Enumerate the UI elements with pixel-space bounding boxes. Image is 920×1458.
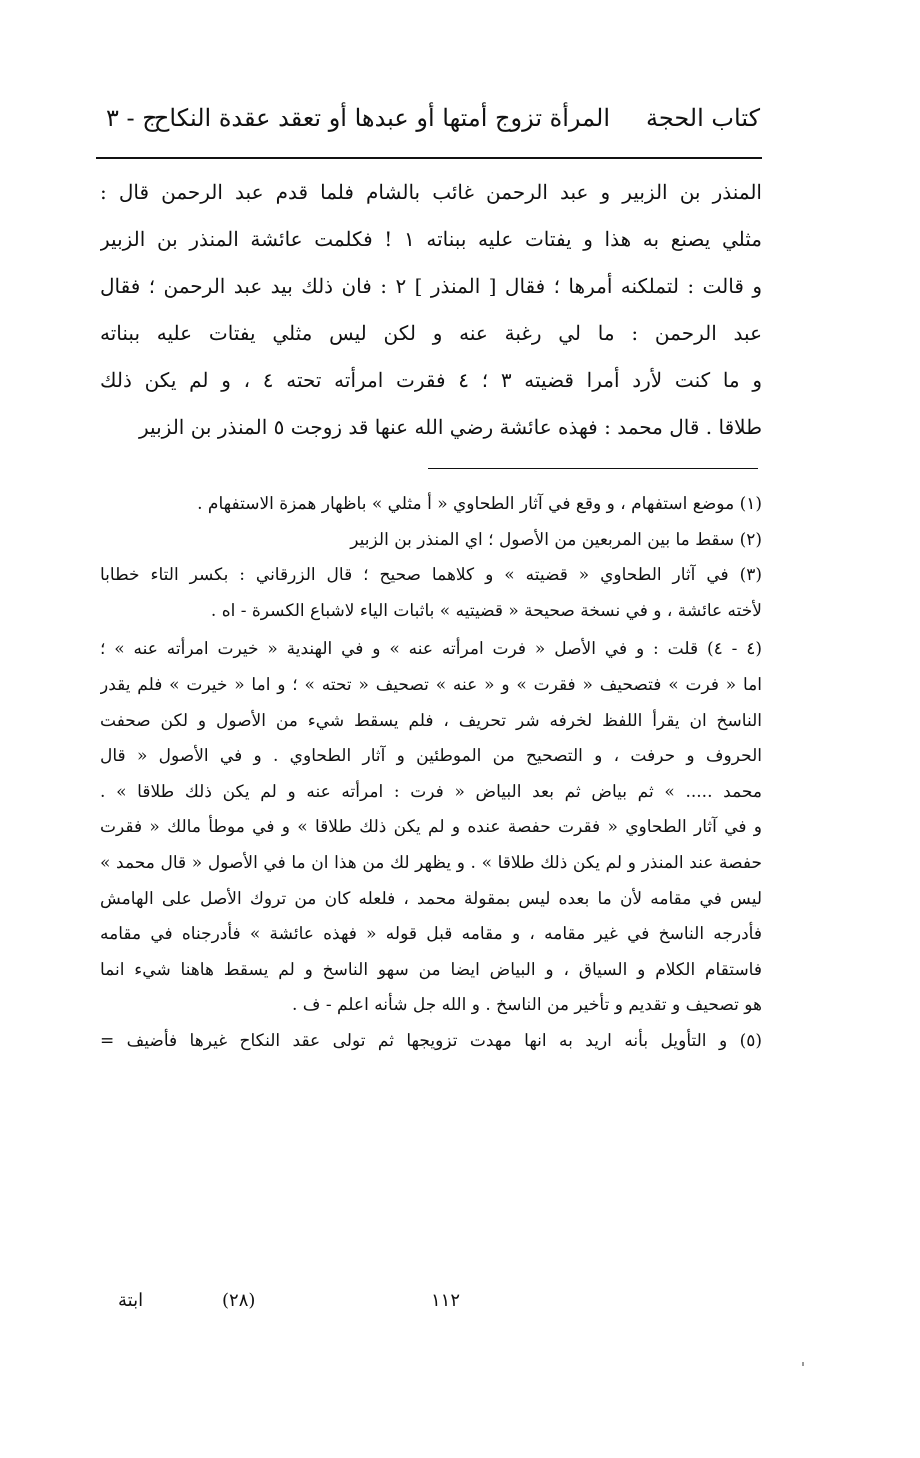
volume-label: ج - ٣ — [106, 104, 158, 132]
main-text — [100, 172, 762, 454]
footnote-4-line: الناسخ ان يقرأ اللفظ لخرفه شر تحريف ، فلم يسقط شيء من الأصول و لكن صحفت — [100, 710, 762, 731]
footnote-4-line: حفصة عند المنذر و لم يكن ذلك طلاقا » . و يظهر لك من هذا ان ما في الأصول « قال محمد » — [100, 852, 762, 873]
footnote-rule — [428, 468, 758, 469]
main-text-line: عبد الرحمن : ما لي رغبة عنه و لكن ليس مثلي يفتات عليه ببناته — [100, 321, 762, 345]
footnote-4-line: الحروف و حرفت ، و التصحيح من الموطئين و آثار الطحاوي . و في الأصول « قال — [100, 746, 762, 767]
footnote-3-line: لأخته عائشة ، و في نسخة صحيحة « قضيتيه » باثبات الياء لاشباع الكسرة - اه . — [210, 600, 762, 621]
footnote-5: (٥) و التأويل بأنه اريد به انها مهدت تزويجها ثم تولى عقد النكاح غيرها فأضيف = — [100, 1030, 762, 1051]
page-number: (٢٨) — [222, 1290, 256, 1311]
main-text-line: و ما كنت لأرد أمرا قضيته ٣ ؛ ٤ فقرت امرأته تحته ٤ ، و لم يكن ذلك — [100, 368, 762, 392]
main-text-line: المنذر بن الزبير و عبد الرحمن غائب بالشام فلما قدم عبد الرحمن قال : — [100, 180, 762, 204]
signature-mark: ابتة — [118, 1290, 144, 1311]
footnote-2: (٢) سقط ما بين المربعين من الأصول ؛ اي المنذر بن الزبير — [350, 529, 762, 550]
scan-speck — [802, 1362, 804, 1366]
book-title: كتاب الحجة — [645, 104, 760, 132]
footnote-4-line: ليس في مقامه لأن ما بعده ليس بمقولة محمد ، فلعله كان من تروك الأصل على الهامش — [100, 888, 762, 909]
footnote-4-line: (٤ - ٤) قلت : و في الأصل « فرت امرأته عنه » و في الهندية « خيرت امرأته عنه » ؛ — [100, 639, 762, 660]
footnote-4-line: فأدرجه الناسخ في غير مقامه ، و مقامه قبل قوله « فهذه عائشة » فأدرجناه في مقامه — [100, 924, 762, 945]
footnote-3-line: (٣) في آثار الطحاوي « قضيته » و كلاهما صحيح ؛ قال الزرقاني : بكسر التاء خطابا — [100, 565, 762, 586]
footnote-4-line: و في آثار الطحاوي « فقرت حفصة عنده و لم يكن ذلك طلاقا » و في موطأ مالك « فقرت — [100, 817, 762, 838]
footnote-1: (١) موضع استفهام ، و وقع في آثار الطحاوي « أ مثلي » باظهار همزة الاستفهام . — [197, 494, 762, 514]
main-text-line: مثلي يصنع به هذا و يفتات عليه ببناته ١ ! فكلمت عائشة المنذر بن الزبير — [100, 227, 762, 251]
running-header — [96, 104, 760, 148]
chapter-title: المرأة تزوج أمتها أو عبدها أو تعقد عقدة النكاح — [153, 104, 610, 132]
footnotes — [100, 488, 762, 1061]
main-text-line: و قالت : لتملكنه أمرها ؛ فقال [ المنذر ] ٢ : فان ذلك بيد عبد الرحمن ؛ فقال — [100, 274, 762, 298]
footnote-4-line: هو تصحيف و تقديم و تأخير من الناسخ . و الله جل شأنه اعلم - ف . — [292, 995, 762, 1016]
main-text-line: طلاقا . قال محمد : فهذه عائشة رضي الله عنها قد زوجت ٥ المنذر بن الزبير — [139, 415, 762, 439]
footnote-4-line: اما « فرت » فتصحيف « فقرت » و « عنه » تصحيف « تحته » ؛ و اما « خيرت » فلم يقدر — [100, 674, 762, 695]
footnote-4-line: محمد ..... » ثم بياض ثم بعد البياض « فرت : امرأته عنه و لم يكن ذلك طلاقا » . — [100, 781, 762, 802]
folio-number: ١١٢ — [430, 1290, 460, 1311]
page-footer — [100, 1290, 760, 1320]
footnote-4-line: فاستقام الكلام و السياق ، و البياض ايضا من سهو الناسخ و لم يسقط هاهنا شيء انما — [100, 959, 762, 980]
header-rule — [96, 157, 762, 159]
